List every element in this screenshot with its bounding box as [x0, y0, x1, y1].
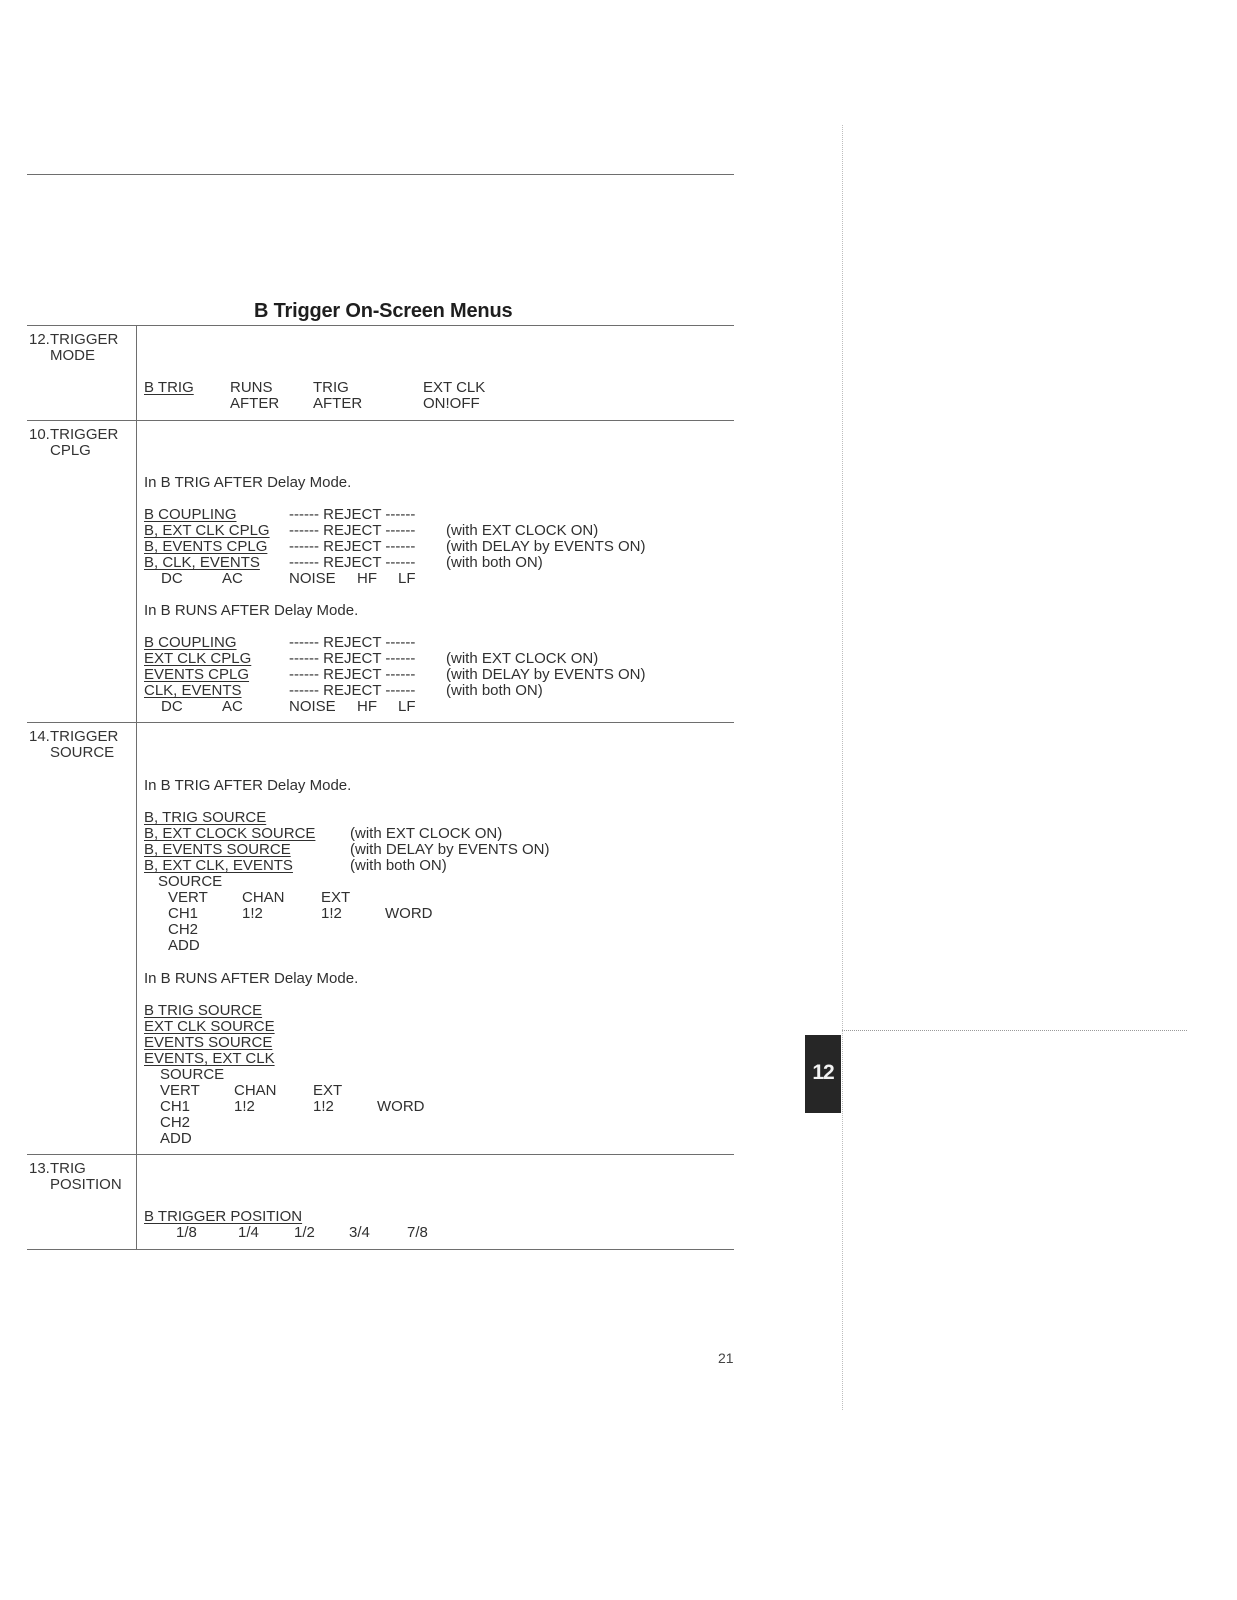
- top-rule: [27, 174, 734, 175]
- reject-label: ------ REJECT ------: [289, 522, 416, 539]
- label-column-divider: [136, 325, 137, 1249]
- menu-item: EVENTS, EXT CLK: [144, 1050, 275, 1067]
- grid-chan-value: 1!2: [242, 905, 263, 922]
- position-value: 3/4: [349, 1224, 370, 1241]
- section-label: TRIGGER: [50, 426, 119, 443]
- menu-item-trig-after: AFTER: [313, 395, 363, 412]
- condition-note: (with both ON): [446, 682, 543, 699]
- row-divider-source: [27, 1154, 734, 1155]
- option-ac: AC: [222, 698, 243, 715]
- menu-item: B, EVENTS SOURCE: [144, 841, 291, 858]
- menu-item-trig: TRIG: [313, 379, 349, 396]
- menu-item: CLK, EVENTS: [144, 682, 242, 699]
- reject-label: ------ REJECT ------: [289, 634, 416, 651]
- reject-label: ------ REJECT ------: [289, 666, 416, 683]
- grid-vert: VERT: [160, 1082, 200, 1099]
- grid-word: WORD: [385, 905, 433, 922]
- section-number: 13.: [29, 1160, 50, 1177]
- right-binding-edge: [842, 125, 843, 1410]
- page-number: 21: [718, 1350, 734, 1366]
- source-label: SOURCE: [160, 1066, 225, 1083]
- chapter-tab-number: 12: [812, 1061, 834, 1084]
- section-label: SOURCE: [50, 744, 115, 761]
- grid-chan-value: 1!2: [234, 1098, 255, 1115]
- condition-note: (with DELAY by EVENTS ON): [446, 666, 646, 683]
- option-noise: NOISE: [289, 698, 336, 715]
- option-lf: LF: [398, 698, 416, 715]
- tab-guide-rule: [842, 1030, 1187, 1031]
- section-label: TRIGGER: [50, 728, 119, 745]
- table-bottom-rule: [27, 1249, 734, 1250]
- grid-ext: EXT: [313, 1082, 343, 1099]
- grid-ext-value: 1!2: [321, 905, 342, 922]
- mode-heading: In B RUNS AFTER Delay Mode.: [144, 602, 359, 619]
- grid-ch1: CH1: [168, 905, 199, 922]
- reject-label: ------ REJECT ------: [289, 538, 416, 555]
- menu-item: EXT CLK CPLG: [144, 650, 252, 667]
- menu-item: B TRIG SOURCE: [144, 1002, 263, 1019]
- menu-item-runs-after: AFTER: [230, 395, 280, 412]
- option-dc: DC: [161, 570, 183, 587]
- section-label: MODE: [50, 347, 95, 364]
- grid-chan: CHAN: [234, 1082, 277, 1099]
- grid-ext-value: 1!2: [313, 1098, 334, 1115]
- menu-item-ext-clk-onoff: ON!OFF: [423, 395, 480, 412]
- grid-ext: EXT: [321, 889, 351, 906]
- option-hf: HF: [357, 698, 377, 715]
- menu-item: B, TRIG SOURCE: [144, 809, 267, 826]
- row-divider-cplg: [27, 722, 734, 723]
- grid-ch2: CH2: [168, 921, 199, 938]
- menu-item-b-trig: B TRIG: [144, 379, 194, 396]
- reject-label: ------ REJECT ------: [289, 650, 416, 667]
- menu-item: B, CLK, EVENTS: [144, 554, 260, 571]
- source-label: SOURCE: [158, 873, 223, 890]
- condition-note: (with DELAY by EVENTS ON): [446, 538, 646, 555]
- menu-item: B, EVENTS CPLG: [144, 538, 268, 555]
- section-label: CPLG: [50, 442, 91, 459]
- option-hf: HF: [357, 570, 377, 587]
- grid-vert: VERT: [168, 889, 208, 906]
- menu-item: B, EXT CLOCK SOURCE: [144, 825, 316, 842]
- row-divider-mode: [27, 420, 734, 421]
- option-ac: AC: [222, 570, 243, 587]
- position-value: 1/2: [294, 1224, 315, 1241]
- title-rule: [27, 325, 734, 326]
- section-label: TRIG: [50, 1160, 86, 1177]
- grid-ch2: CH2: [160, 1114, 191, 1131]
- option-noise: NOISE: [289, 570, 336, 587]
- menu-item: EVENTS SOURCE: [144, 1034, 273, 1051]
- grid-add: ADD: [168, 937, 200, 954]
- condition-note: (with DELAY by EVENTS ON): [350, 841, 550, 858]
- grid-add: ADD: [160, 1130, 192, 1147]
- mode-heading: In B RUNS AFTER Delay Mode.: [144, 970, 359, 987]
- section-label: TRIGGER: [50, 331, 119, 348]
- option-dc: DC: [161, 698, 183, 715]
- reject-label: ------ REJECT ------: [289, 506, 416, 523]
- section-number: 12.: [29, 331, 50, 348]
- condition-note: (with both ON): [350, 857, 447, 874]
- grid-word: WORD: [377, 1098, 425, 1115]
- menu-item: B, EXT CLK CPLG: [144, 522, 270, 539]
- menu-item-runs: RUNS: [230, 379, 273, 396]
- reject-label: ------ REJECT ------: [289, 682, 416, 699]
- mode-heading: In B TRIG AFTER Delay Mode.: [144, 777, 352, 794]
- condition-note: (with EXT CLOCK ON): [446, 522, 599, 539]
- menu-item-ext-clk: EXT CLK: [423, 379, 486, 396]
- section-label: POSITION: [50, 1176, 122, 1193]
- chapter-tab: [805, 1035, 841, 1113]
- condition-note: (with both ON): [446, 554, 543, 571]
- condition-note: (with EXT CLOCK ON): [446, 650, 599, 667]
- page-title: B Trigger On-Screen Menus: [254, 300, 513, 322]
- menu-item: EXT CLK SOURCE: [144, 1018, 275, 1035]
- menu-item-trigger-position: B TRIGGER POSITION: [144, 1208, 303, 1225]
- menu-item: B COUPLING: [144, 634, 237, 651]
- section-number: 10.: [29, 426, 50, 443]
- grid-chan: CHAN: [242, 889, 285, 906]
- grid-ch1: CH1: [160, 1098, 191, 1115]
- position-value: 1/8: [176, 1224, 197, 1241]
- section-number: 14.: [29, 728, 50, 745]
- menu-item: B COUPLING: [144, 506, 237, 523]
- position-value: 1/4: [238, 1224, 259, 1241]
- mode-heading: In B TRIG AFTER Delay Mode.: [144, 474, 352, 491]
- reject-label: ------ REJECT ------: [289, 554, 416, 571]
- position-value: 7/8: [407, 1224, 428, 1241]
- condition-note: (with EXT CLOCK ON): [350, 825, 503, 842]
- menu-item: EVENTS CPLG: [144, 666, 250, 683]
- menu-item: B, EXT CLK, EVENTS: [144, 857, 293, 874]
- option-lf: LF: [398, 570, 416, 587]
